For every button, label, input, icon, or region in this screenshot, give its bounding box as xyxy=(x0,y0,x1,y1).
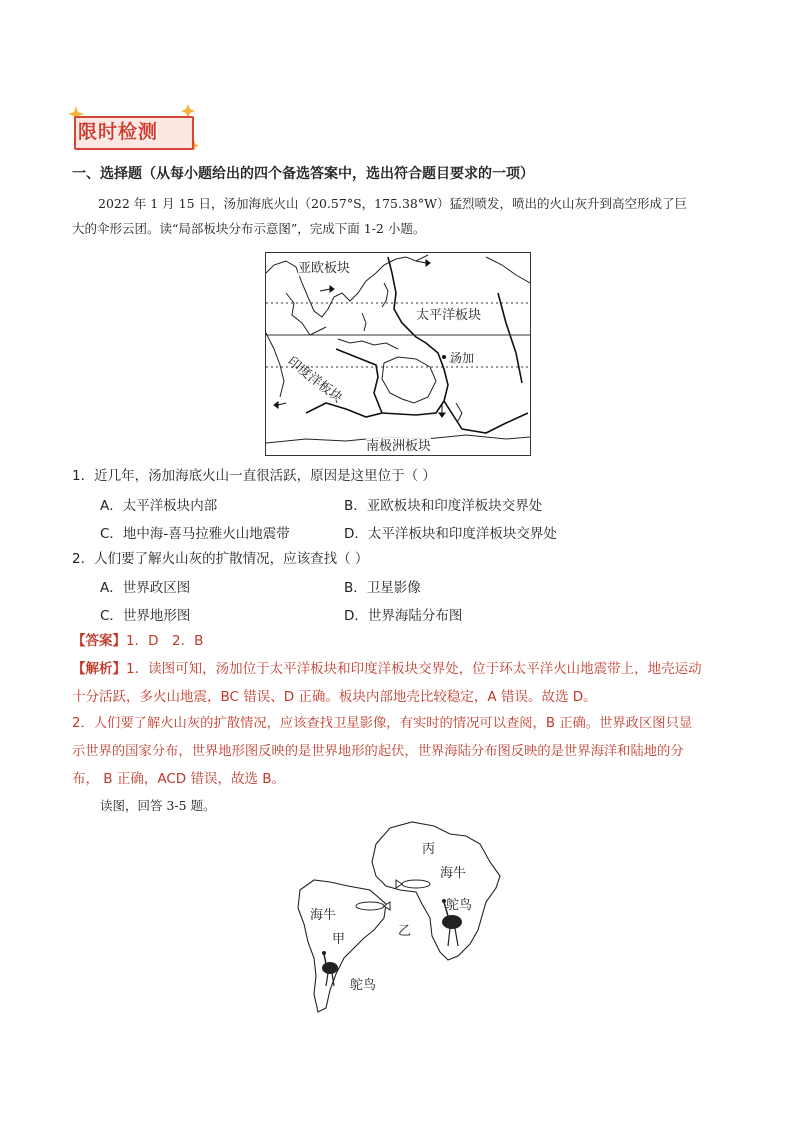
tonga-label: 汤加 xyxy=(450,351,475,365)
question-2-option-a[interactable]: A．世界政区图 xyxy=(100,580,191,596)
intro-line-2: 大的伞形云团。读“局部板块分布示意图”，完成下面 1-2 小题。 xyxy=(72,221,426,236)
label-yi: 乙 xyxy=(398,924,412,939)
antarctic-plate-label: 南极洲板块 xyxy=(366,435,431,454)
label-manatee-africa: 海牛 xyxy=(440,866,467,881)
label-ostrich-africa: 鸵鸟 xyxy=(446,898,473,913)
analysis-tag: 【解析】 xyxy=(72,661,126,677)
indian-plate-label: 印度洋板块 xyxy=(284,354,345,406)
question-1-option-b[interactable]: B．亚欧板块和印度洋板块交界处 xyxy=(344,498,543,514)
label-jia: 甲 xyxy=(332,932,346,947)
answer-row xyxy=(72,631,203,651)
intro-line-1: 2022 年 1 月 15 日，汤加海底火山（20.57°S，175.38°W）猛烈喷发，喷出的火山灰升到高空形成了巨 xyxy=(98,196,687,211)
analysis-line-5: 布， B 正确，ACD 错误，故选 B。 xyxy=(72,771,286,787)
question-2-option-d[interactable]: D．世界海陆分布图 xyxy=(344,608,463,624)
label-bing: 丙 xyxy=(422,842,436,857)
label-ostrich-sa: 鸵鸟 xyxy=(350,978,377,993)
plate-distribution-map xyxy=(265,252,531,456)
label-manatee-sa: 海牛 xyxy=(310,908,337,923)
answer-text: 1．D 2．B xyxy=(126,633,204,649)
pacific-plate-label: 太平洋板块 xyxy=(416,304,481,323)
question-2-stem: 2．人们要了解火山灰的扩散情况，应该查找（ ） xyxy=(72,551,369,567)
manatee-africa-icon xyxy=(396,880,430,888)
question-1-option-d[interactable]: D．太平洋板块和印度洋板块交界处 xyxy=(344,526,557,542)
badge-label: 限时检测 xyxy=(78,121,159,143)
intro-2: 读图，回答 3-5 题。 xyxy=(100,798,216,813)
analysis-line-1: 1．读图可知，汤加位于太平洋板块和印度洋板块交界处，位于环太平洋火山地震带上，地壳运动 xyxy=(126,661,702,677)
analysis-line-2: 十分活跃，多火山地震，BC 错误、D 正确。板块内部地壳比较稳定，A 错误。故选 D。 xyxy=(72,689,597,705)
analysis-row-1 xyxy=(72,659,702,679)
ostrich-south-america-icon xyxy=(322,951,338,986)
section-badge xyxy=(68,104,200,152)
question-1-option-c[interactable]: C．地中海-喜马拉雅火山地震带 xyxy=(100,526,290,542)
question-1-option-a[interactable]: A．太平洋板块内部 xyxy=(100,498,218,514)
plate-map-drawing xyxy=(266,253,530,455)
analysis-line-3: 2．人们要了解火山灰的扩散情况，应该查找卫星影像，有实时的情况可以查阅，B 正确。世界政区图只显 xyxy=(72,716,693,731)
eurasian-plate-label: 亚欧板块 xyxy=(298,257,350,276)
question-2-option-c[interactable]: C．世界地形图 xyxy=(100,608,191,624)
question-1-stem: 1．近几年，汤加海底火山一直很活跃，原因是这里位于（ ） xyxy=(72,468,436,484)
continents-map xyxy=(290,818,510,1016)
question-2-option-b[interactable]: B．卫星影像 xyxy=(344,580,421,596)
section-heading: 一、选择题（从每小题给出的四个备选答案中，选出符合题目要求的一项） xyxy=(72,166,534,182)
answer-tag: 【答案】 xyxy=(72,633,126,649)
analysis-line-4: 示世界的国家分布，世界地形图反映的是世界地形的起伏，世界海陆分布图反映的是世界海洋和陆地的分 xyxy=(72,744,684,759)
